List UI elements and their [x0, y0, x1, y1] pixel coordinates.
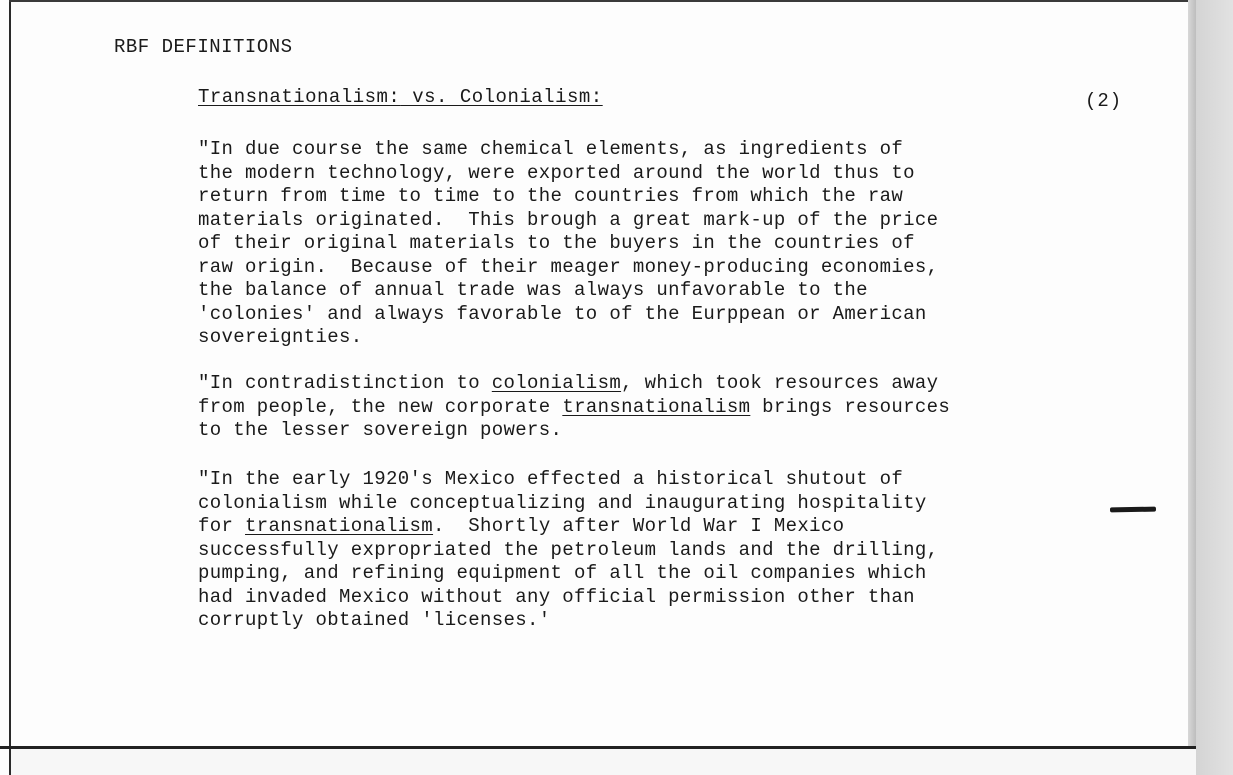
frame-top-edge	[9, 0, 1195, 2]
p2-line2-a: from people, the new corporate	[198, 395, 563, 418]
page-number: (2)	[1085, 90, 1123, 112]
frame-left-edge	[9, 0, 11, 775]
p2-colonialism: colonialism	[491, 372, 622, 394]
section-title-part1: Transnationalism:	[198, 86, 401, 108]
p3-transnationalism: transnationalism	[245, 515, 434, 537]
p2-transnationalism: transnationalism	[562, 395, 751, 418]
scan-right-margin	[1196, 0, 1233, 775]
paragraph-1: "In due course the same chemical elements, as ingredients of the modern technology, were exported around the world thus to return from time to time to the countries from which the raw materials originated. This brough a great mark-up of the price of their original materials to the buyers in the countries of raw origin. Because of their meager money-producing economies, the balance of annual trade was always unfavorable to the 'colonies' and always favorable to of the Eurppean or American sovereignties.	[198, 138, 939, 348]
paragraph-3	[198, 468, 1118, 633]
p3-rest: successfully expropriated the petroleum lands and the drilling, pumping, and refining equipment of all the oil companies which had invaded Mexico without any official permission other than corruptly obtained 'licenses.'	[198, 538, 939, 631]
paragraph-2	[198, 372, 1118, 443]
p3-line3-a: for	[198, 515, 246, 537]
p3-line2: colonialism while conceptualizing and inaugurating hospitality	[198, 491, 927, 514]
p2-line1-a: "In contradistinction to	[198, 372, 492, 394]
p2-line1-c: , which took resources away	[621, 372, 939, 394]
p2-line3: to the lesser sovereign powers.	[198, 419, 563, 441]
p3-line3-c: . Shortly after World War I Mexico	[433, 515, 845, 537]
frame-right-edge	[1188, 0, 1196, 750]
p3-line1: "In the early 1920's Mexico effected a historical shutout of	[198, 468, 904, 490]
document-header: RBF DEFINITIONS	[114, 36, 293, 58]
scan-bottom-strip	[11, 749, 1196, 775]
p2-line2-c: brings resources	[750, 395, 951, 418]
section-title-part2: vs. Colonialism:	[400, 86, 603, 108]
section-title	[198, 86, 603, 108]
